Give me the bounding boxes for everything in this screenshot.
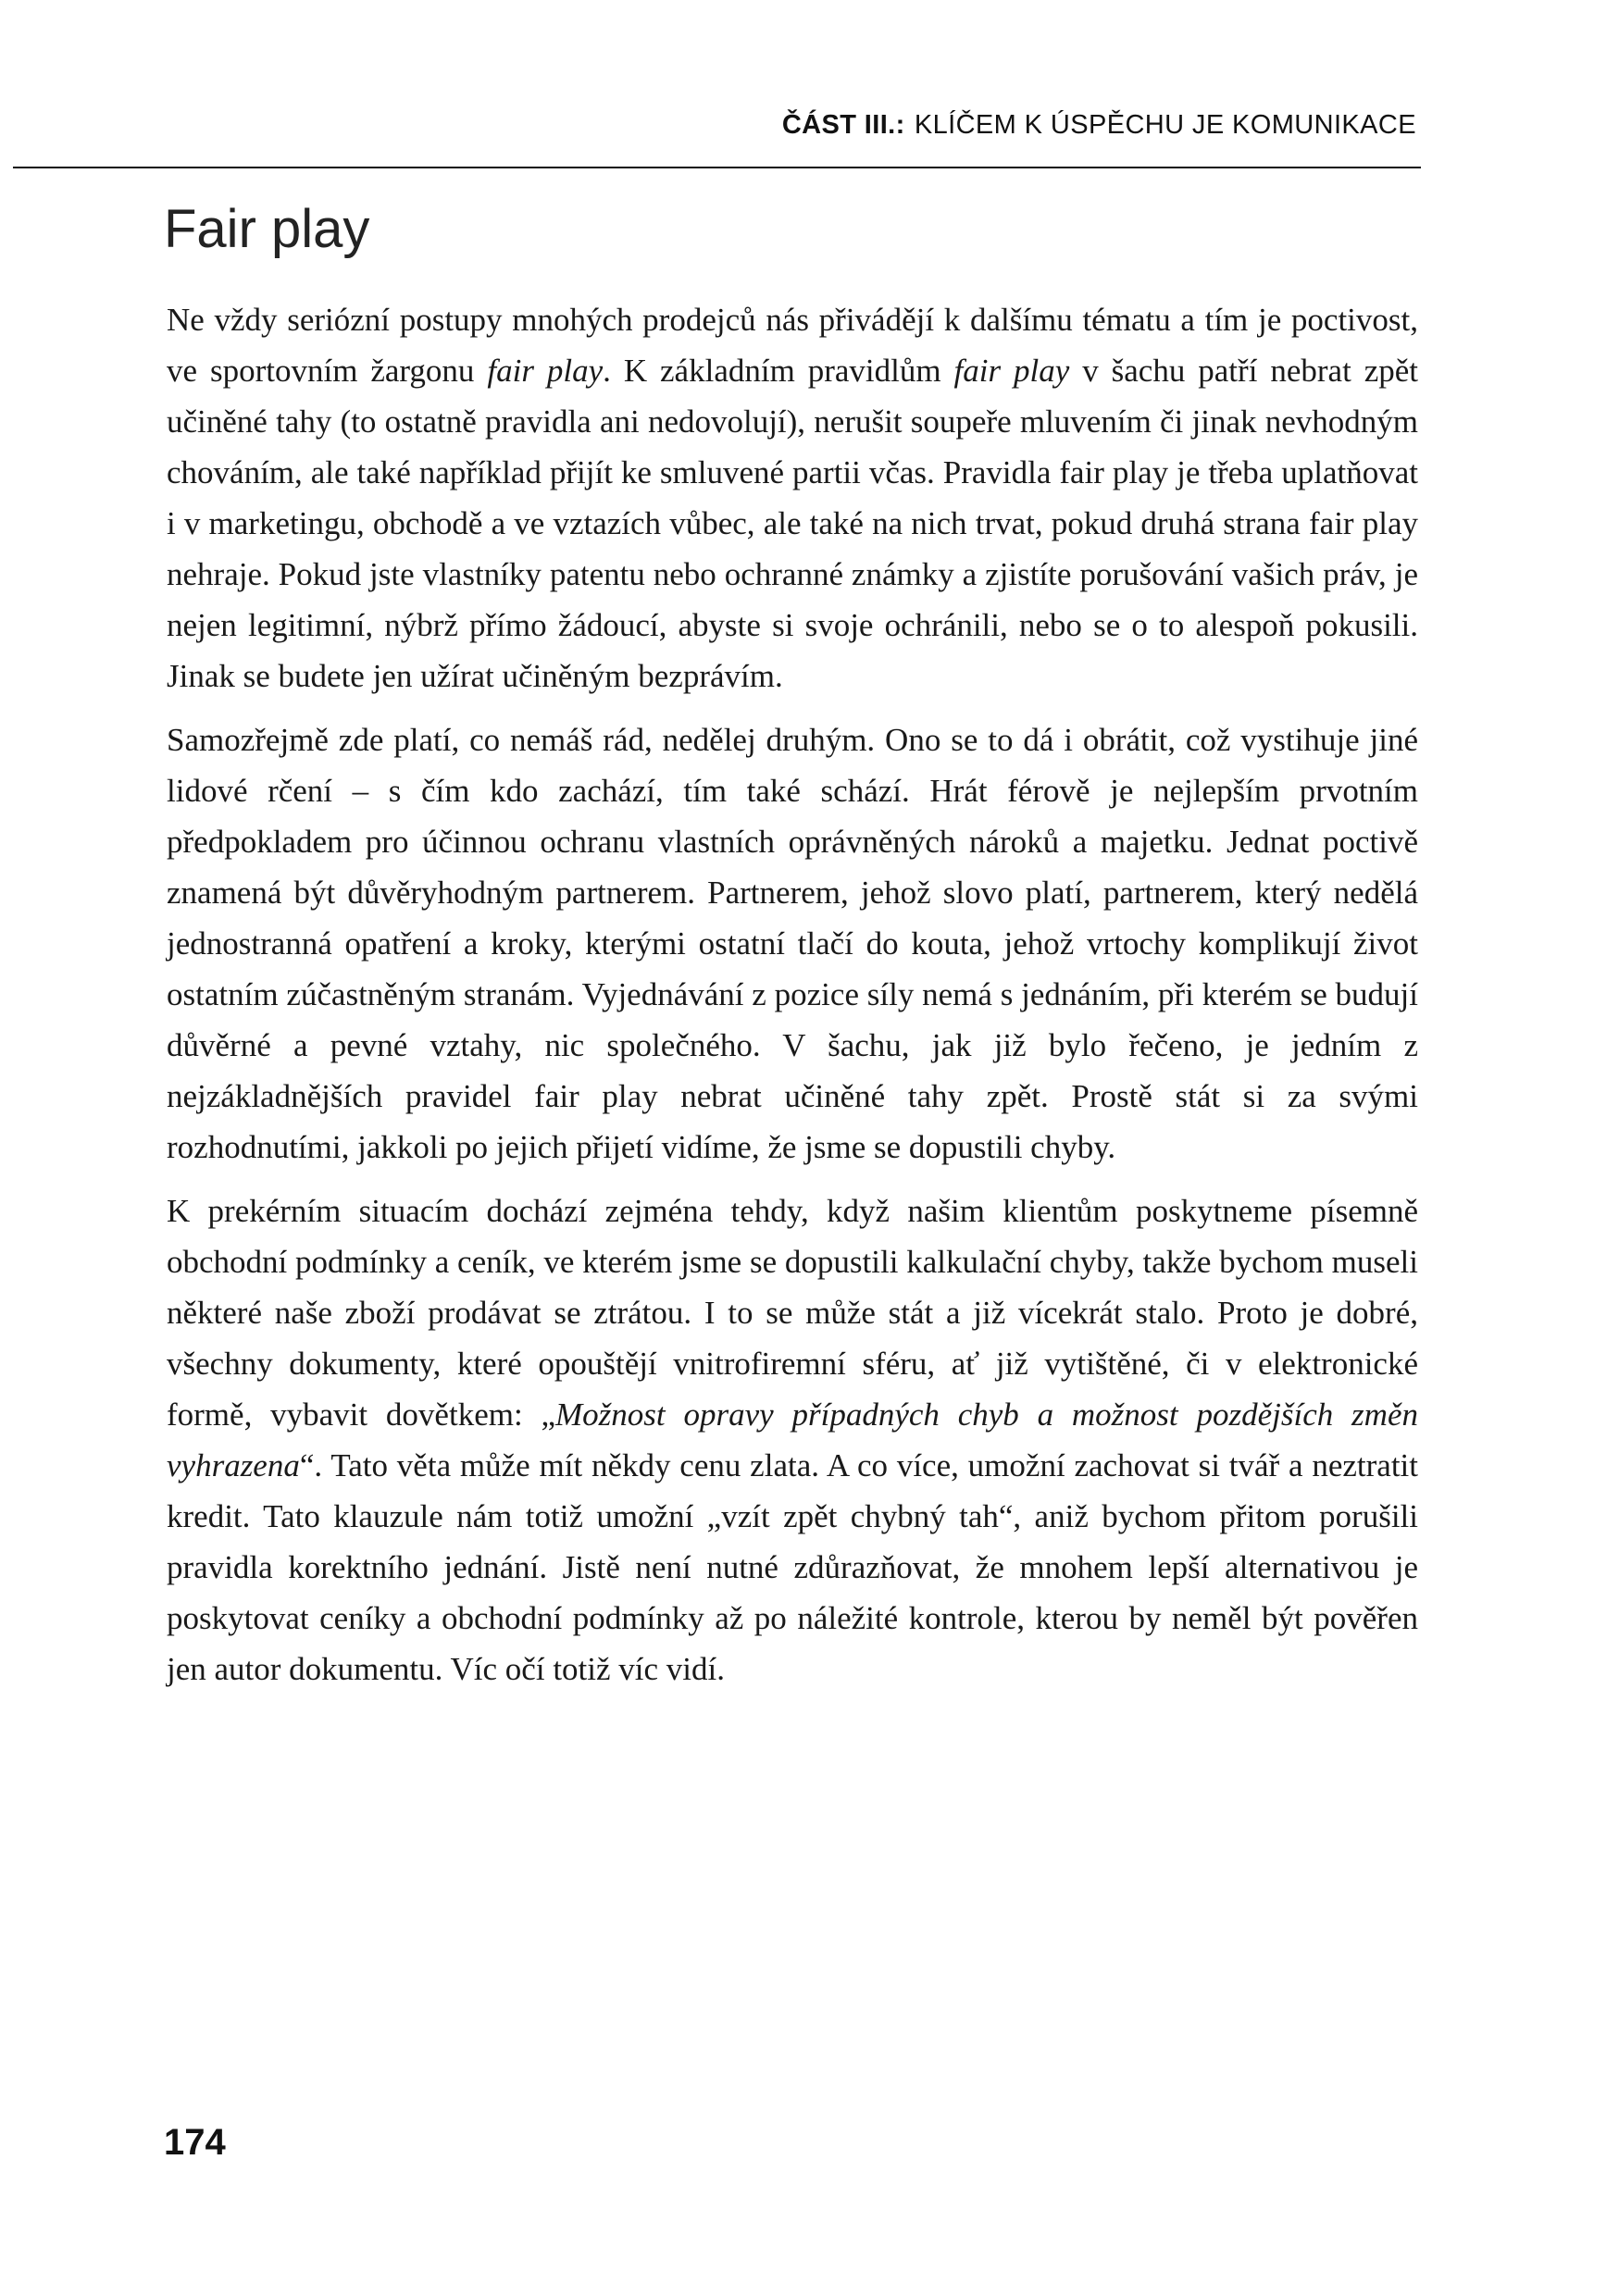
text-run: Ne vždy seriózní postupy mnohých prodejců nás přivádějí k dalšímu tématu a tím je poctivost, ve sportovním žargonu (167, 302, 1418, 389)
text-run: Samozřejmě zde platí, co nemáš rád, nedělej druhým. Ono se to dá i obrátit, což vystihuje jiné lidové rčení – s čím kdo zachází, tím také schází. Hrát férově je nejlepším prvotním předpokladem pro účinnou ochranu vlastních oprávněných nároků a majetku. Jednat poctivě znamená být důvěryhodným partnerem. Partnerem, jehož slovo platí, partnerem, který nedělá jednostranná opatření a kroky, kterými ostatní tlačí do kouta, jehož vrtochy komplikují život ostatním zúčastněným stranám. Vyjednávání z pozice síly nemá s jednáním, při kterém se budují důvěrné a pevné vztahy, nic společného. V šachu, jak již bylo řečeno, je jedním z nejzákladnějších pravidel fair play nebrat učiněné tahy zpět. Prostě stát si za svými rozhodnutími, jakkoli po jejich přijetí vidíme, že jsme se dopustili chyby. (167, 722, 1418, 1165)
running-header (782, 110, 1416, 141)
text-run: . K základním pravidlům (603, 353, 954, 389)
text-run: K prekérním situacím dochází zejména tehdy, když našim klientům poskytneme písemně obchodní podmínky a ceník, ve kterém jsme se dopustili kalkulační chyby, takže bychom museli některé naše zboží prodávat se ztrátou. I to se může stát a již vícekrát stalo. Proto je dobré, všechny dokumenty, které opouštějí vnitrofiremní sféru, ať již vytištěné, či v elektronické formě, vybavit dovětkem: „ (167, 1193, 1418, 1433)
text-run: v šachu patří nebrat zpět učiněné tahy (to ostatně pravidla ani nedovolují), nerušit soupeře mluvením či jinak nevhodným chováním, ale také například přijít ke smluvené partii včas. Pravidla fair play je třeba uplatňovat i v marketingu, obchodě a ve vztazích vůbec, ale také na nich trvat, pokud druhá strana fair play nehraje. Pokud jste vlastníky patentu nebo ochranné známky a zjistíte porušování vašich práv, je nejen legitimní, nýbrž přímo žádoucí, abyste si svoje ochránili, nebo se o to alespoň pokusili. Jinak se budete jen užírat učiněným bezprávím. (167, 353, 1419, 694)
italic-text-run: fair play (487, 353, 604, 389)
header-rule (13, 167, 1421, 168)
paragraph-1 (167, 294, 1418, 701)
italic-text-run: Možnost opravy případných chyb a možnost pozdějších změn vyhrazena (167, 1396, 1418, 1483)
section-title: Fair play (164, 199, 370, 259)
paragraph-2 (167, 714, 1418, 1173)
italic-text-run: fair play (953, 353, 1070, 389)
paragraph-3 (167, 1185, 1418, 1694)
page-number: 174 (164, 2122, 226, 2163)
running-header-part-label: ČÁST III.: (781, 110, 905, 140)
running-header-part-title: KLÍČEM K ÚSPĚCHU JE KOMUNIKACE (914, 110, 1416, 140)
body-text (167, 294, 1418, 1707)
text-run: “. Tato věta může mít někdy cenu zlata. A co více, umožní zachovat si tvář a neztratit kredit. Tato klauzule nám totiž umožní „vzít zpět chybný tah“, aniž bychom přitom porušili pravidla korektního jednání. Jistě není nutné zdůrazňovat, že mnohem lepší alternativou je poskytovat ceníky a obchodní podmínky až po náležité kontrole, kterou by neměl být pověřen jen autor dokumentu. Víc očí totiž víc vidí. (167, 1447, 1418, 1687)
